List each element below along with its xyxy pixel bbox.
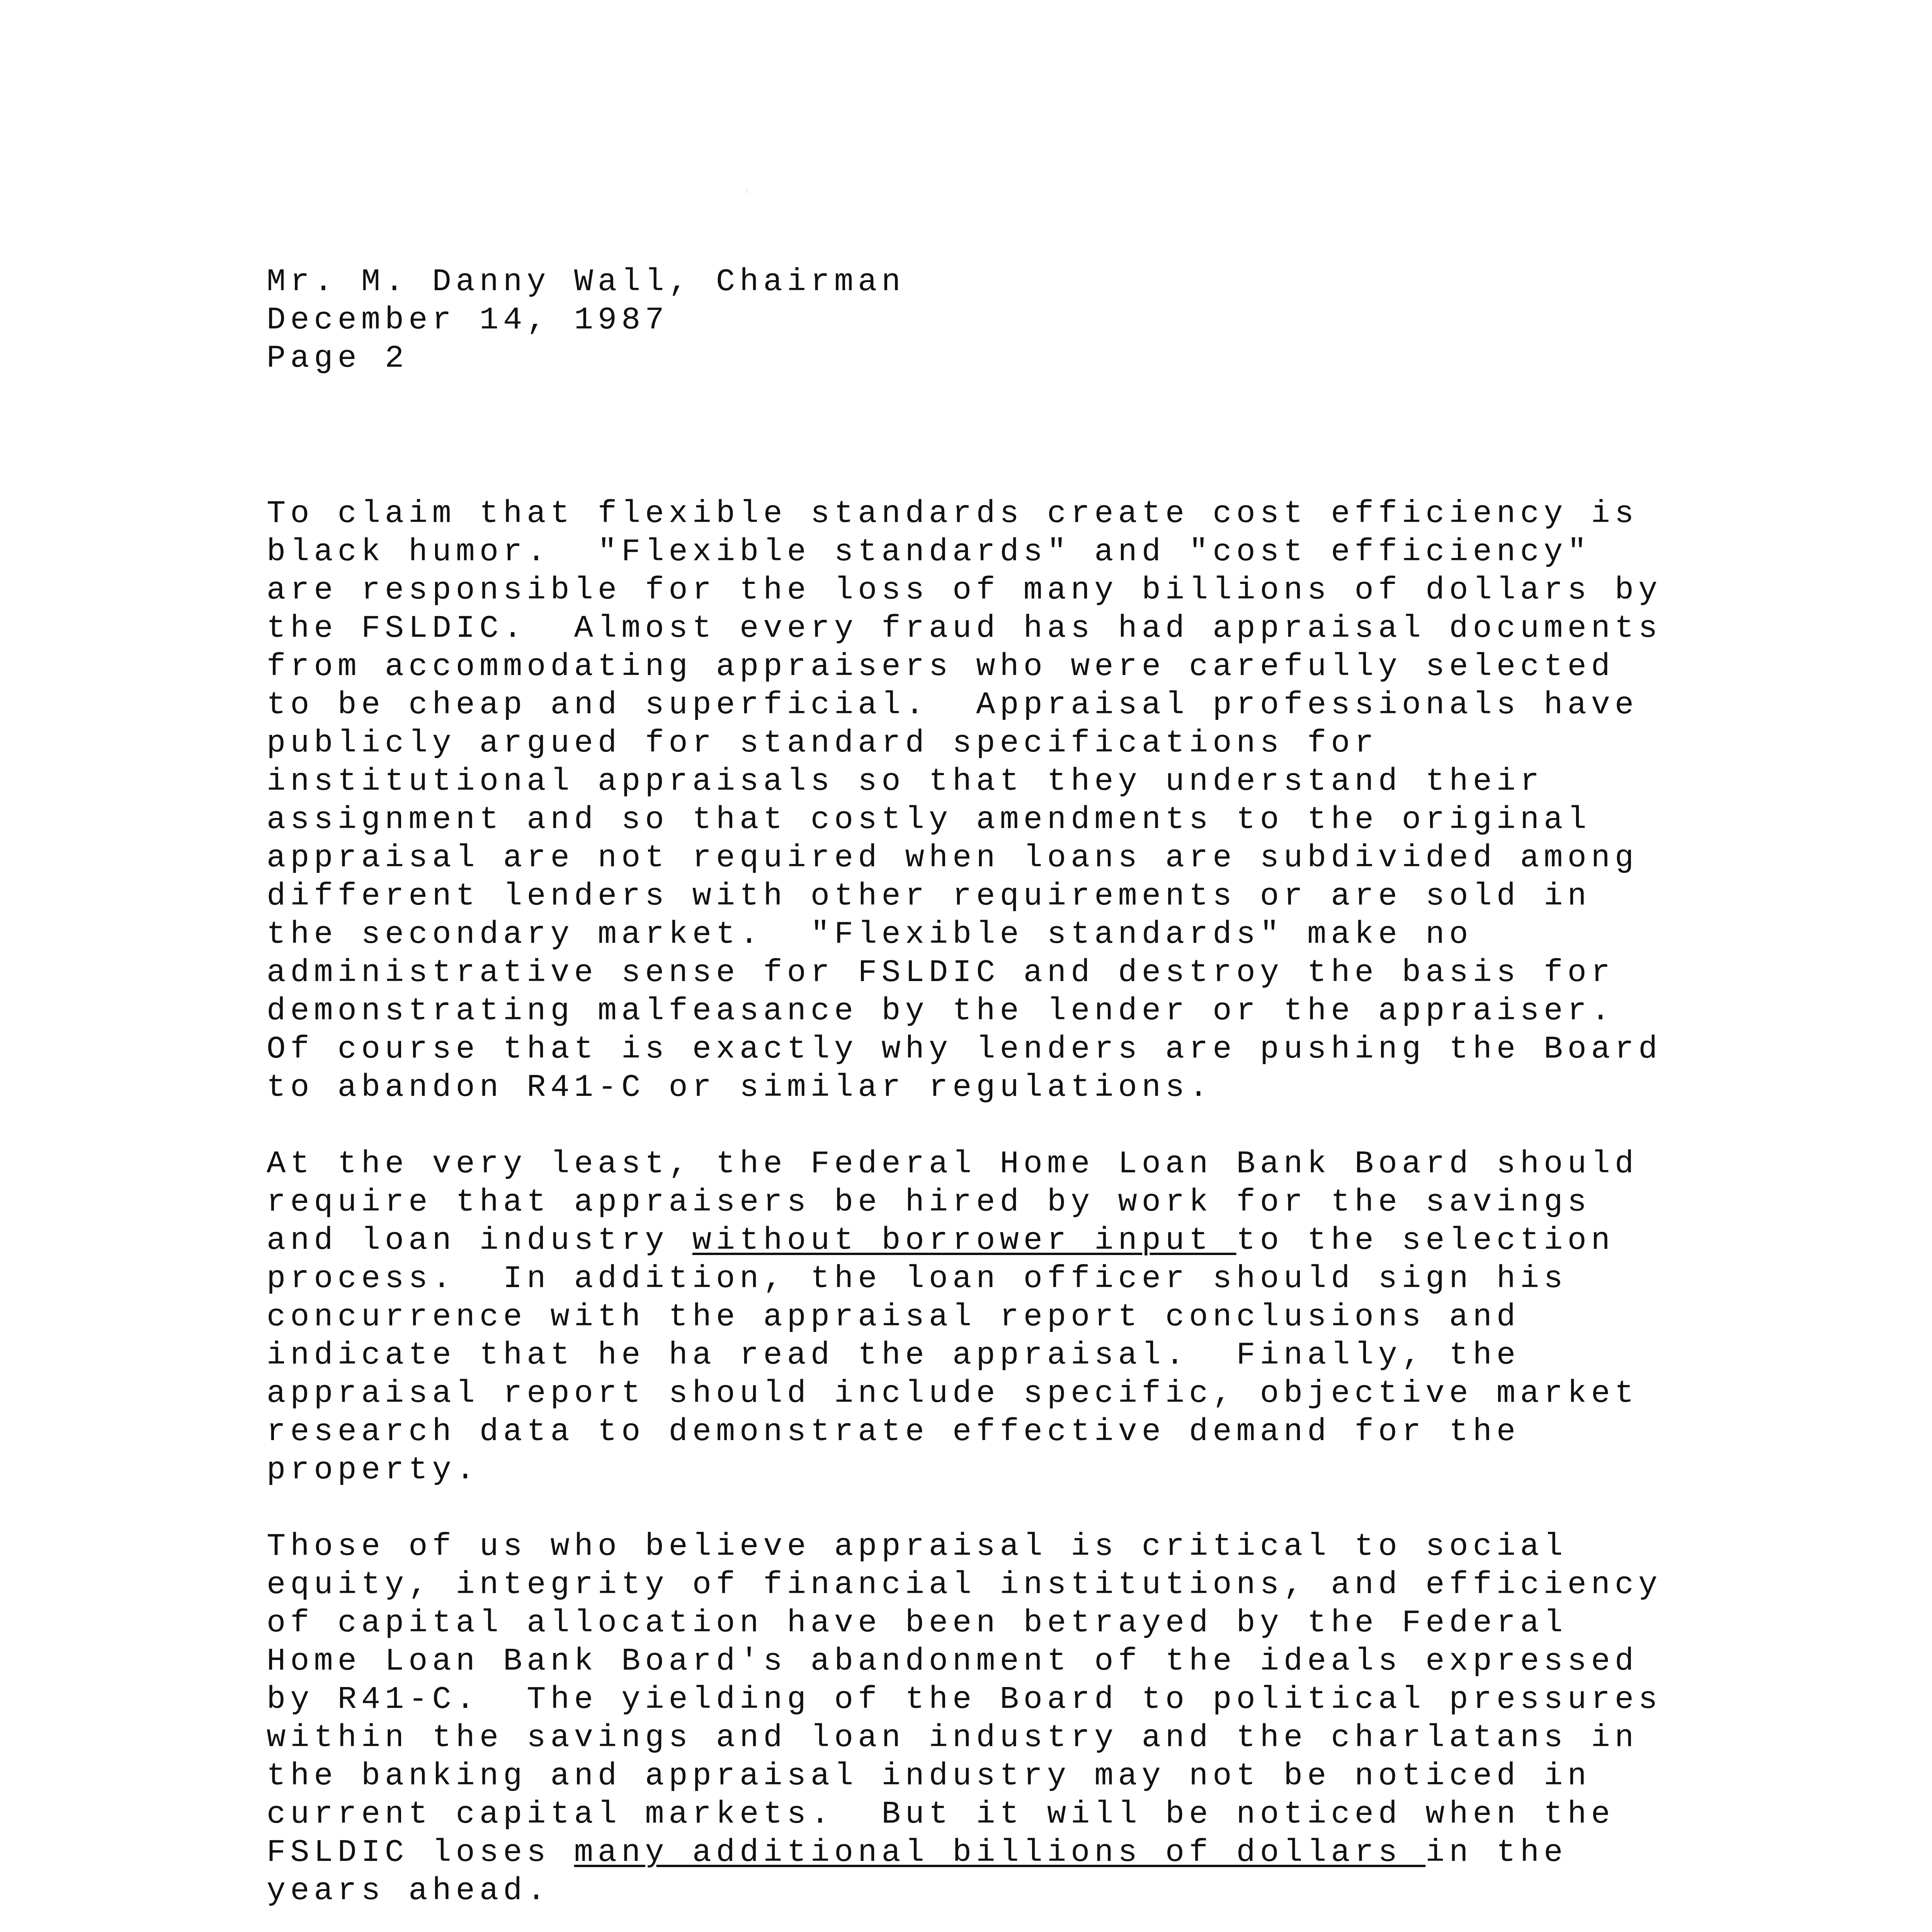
page-number-line: Page 2 bbox=[267, 340, 409, 376]
paragraph-1-line: To claim that flexible standards create cost efficiency is bbox=[267, 496, 1639, 532]
paragraph-3-line: the banking and appraisal industry may not be noticed in bbox=[267, 1758, 1591, 1794]
letter-body bbox=[267, 495, 1812, 1932]
paragraph-1-line: black humor. "Flexible standards" and "cost efficiency" bbox=[267, 534, 1591, 570]
letter-header bbox=[267, 263, 1696, 378]
paragraph-2-line bbox=[267, 1221, 1812, 1260]
paragraph-1-line: appraisal are not required when loans are subdivided among bbox=[267, 840, 1639, 876]
text-segment: FSLDIC loses bbox=[267, 1835, 574, 1871]
text-segment: and loan industry bbox=[267, 1223, 692, 1259]
paragraph-1-line: assignment and so that costly amendments to the original bbox=[267, 802, 1591, 838]
paragraph-1-line: administrative sense for FSLDIC and destroy the basis for bbox=[267, 955, 1615, 991]
underlined-phrase: without borrower input bbox=[692, 1223, 1236, 1259]
paragraph-3-line: Home Loan Bank Board's abandonment of the ideals expressed bbox=[267, 1643, 1639, 1679]
paragraph-2-line: research data to demonstrate effective demand for the bbox=[267, 1414, 1520, 1450]
paragraph-gap bbox=[267, 1910, 1812, 1932]
paragraph-1-line: to be cheap and superficial. Appraisal professionals have bbox=[267, 687, 1639, 723]
paragraph-1-line: publicly argued for standard specifications for bbox=[267, 725, 1378, 761]
paragraph-1-line: from accommodating appraisers who were carefully selected bbox=[267, 649, 1615, 685]
text-segment: to the selection bbox=[1236, 1223, 1615, 1259]
paragraph-3-line bbox=[267, 1833, 1812, 1872]
paragraph-1-line: demonstrating malfeasance by the lender or the appraiser. bbox=[267, 993, 1615, 1029]
paragraph-2-line: property. bbox=[267, 1452, 480, 1488]
paragraph-3-line: years ahead. bbox=[267, 1873, 551, 1909]
paragraph-3-line: current capital markets. But it will be noticed when the bbox=[267, 1796, 1615, 1832]
paragraph-2-line: process. In addition, the loan officer should sign his bbox=[267, 1261, 1568, 1297]
paragraph-gap bbox=[267, 1107, 1812, 1145]
paragraph-gap bbox=[267, 1489, 1812, 1527]
paragraph-1-line: different lenders with other requirements or are sold in bbox=[267, 878, 1591, 914]
date-line: December 14, 1987 bbox=[267, 302, 669, 338]
paragraph-3-line: of capital allocation have been betrayed by the Federal bbox=[267, 1605, 1568, 1641]
paragraph-1-line: are responsible for the loss of many billions of dollars by bbox=[267, 572, 1662, 608]
paragraph-1-line: institutional appraisals so that they understand their bbox=[267, 764, 1544, 799]
paragraph-3-line: by R41-C. The yielding of the Board to political pressures bbox=[267, 1682, 1662, 1718]
paragraph-2-line: indicate that he ha read the appraisal. Finally, the bbox=[267, 1337, 1520, 1373]
paragraph-2-line: At the very least, the Federal Home Loan Bank Board should bbox=[267, 1146, 1639, 1182]
paragraph-3-line: Those of us who believe appraisal is critical to social bbox=[267, 1529, 1568, 1565]
paragraph-3-line: equity, integrity of financial institutions, and efficiency bbox=[267, 1567, 1662, 1603]
recipient-line: Mr. M. Danny Wall, Chairman bbox=[267, 264, 905, 300]
paragraph-1-line: Of course that is exactly why lenders are pushing the Board bbox=[267, 1031, 1662, 1067]
paragraph-1-line: the secondary market. "Flexible standards" make no bbox=[267, 917, 1473, 952]
paragraph-3-line: within the savings and loan industry and the charlatans in bbox=[267, 1720, 1639, 1756]
paragraph-2-line: require that appraisers be hired by work for the savings bbox=[267, 1184, 1591, 1220]
underlined-phrase: many additional billions of dollars bbox=[574, 1835, 1426, 1871]
paragraph-1-line: to abandon R41-C or similar regulations. bbox=[267, 1070, 1213, 1105]
text-segment: in the bbox=[1425, 1835, 1568, 1871]
paragraph-2-line: concurrence with the appraisal report conclusions and bbox=[267, 1299, 1520, 1335]
paragraph-2-line: appraisal report should include specific, objective market bbox=[267, 1376, 1639, 1412]
paragraph-1-line: the FSLDIC. Almost every fraud has had appraisal documents bbox=[267, 611, 1662, 646]
